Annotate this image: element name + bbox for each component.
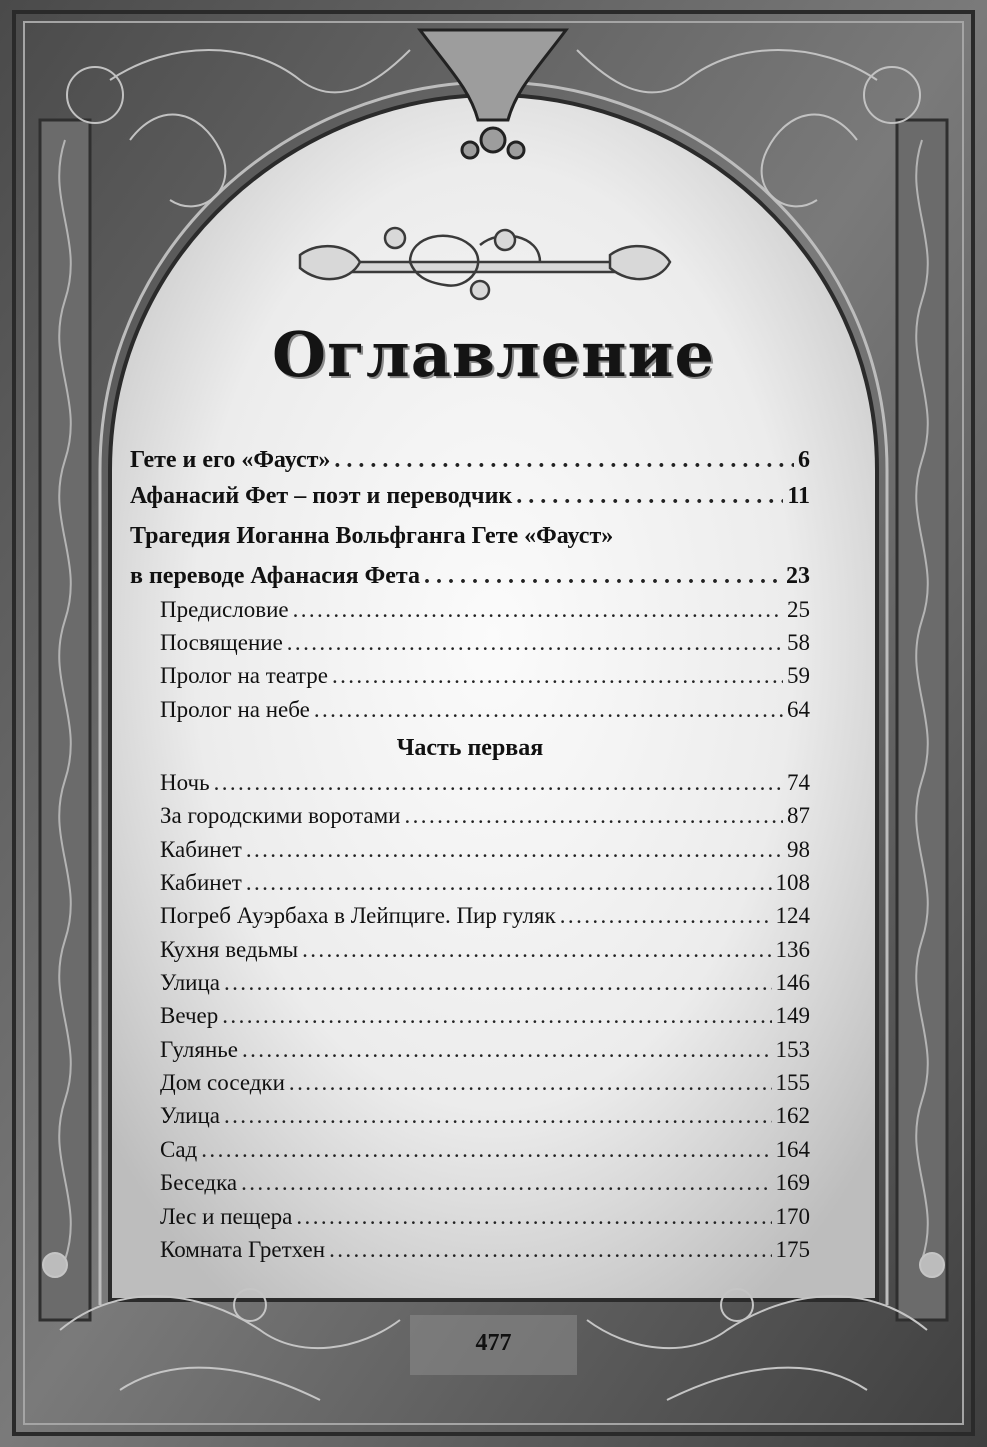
dot-leader: [242, 1037, 772, 1063]
toc-entry-part1-6[interactable]: [160, 937, 810, 963]
toc-entry-page: 136: [775, 937, 810, 962]
toc-entry-part1-9[interactable]: [160, 1037, 810, 1063]
toc-entry-posvyashchenie[interactable]: [160, 630, 810, 656]
dot-leader: [516, 483, 783, 510]
toc-entry-goethe-faust[interactable]: [130, 447, 810, 474]
toc-entry-page: 11: [787, 483, 810, 509]
toc-entry-label: Пролог на театре: [160, 663, 328, 688]
toc-entry-label: Дом соседки: [160, 1070, 285, 1095]
toc-entry-label: Пролог на небе: [160, 697, 310, 722]
dot-leader: [222, 1003, 771, 1029]
toc-entry-page: 164: [775, 1137, 810, 1162]
toc-entry-part1-15[interactable]: [160, 1237, 810, 1263]
toc-entry-page: 23: [786, 563, 810, 589]
section-heading-part-one: Часть первая: [396, 735, 544, 761]
dot-leader: [296, 1204, 771, 1230]
toc-entry-label: Кухня ведьмы: [160, 937, 299, 962]
toc-entry-part1-14[interactable]: [160, 1204, 810, 1230]
toc-entry-page: 153: [775, 1037, 810, 1062]
toc-entry-tragedy-line1[interactable]: [130, 523, 810, 550]
toc-entry-page: 25: [787, 597, 810, 622]
toc-entry-part1-4[interactable]: [160, 870, 810, 896]
dot-leader: [289, 1070, 772, 1096]
dot-leader: [332, 663, 783, 689]
toc-entry-page: 155: [775, 1070, 810, 1095]
toc-entry-page: 98: [787, 837, 810, 862]
toc-entry-page: 162: [775, 1103, 810, 1128]
toc-entry-page: 124: [775, 903, 810, 928]
toc-entry-part1-12[interactable]: [160, 1137, 810, 1163]
dot-leader: [293, 597, 783, 623]
toc-entry-page: 6: [798, 447, 810, 473]
dot-leader: [405, 803, 784, 829]
toc-entry-part1-2[interactable]: [160, 803, 810, 829]
toc-entry-label: в переводе Афанасия Фета: [130, 563, 421, 589]
toc-entry-label: Сад: [160, 1137, 198, 1162]
toc-entry-page: 149: [775, 1003, 810, 1028]
toc-entry-fet-translator[interactable]: [130, 483, 810, 510]
toc-entry-page: 175: [775, 1237, 810, 1262]
dot-leader: [246, 837, 783, 863]
toc-entry-label: Улица: [160, 1103, 220, 1128]
dot-leader: [329, 1237, 771, 1263]
toc-entry-page: 108: [775, 870, 810, 895]
toc-entry-label: Беседка: [160, 1170, 238, 1195]
toc-entry-label: Гете и его «Фауст»: [130, 447, 331, 473]
toc-entry-part1-13[interactable]: [160, 1170, 810, 1196]
toc-entry-prolog-teatr[interactable]: [160, 663, 810, 689]
toc-entry-page: 146: [775, 970, 810, 995]
toc-entry-page: 170: [775, 1204, 810, 1229]
toc-entry-prolog-nebo[interactable]: [160, 697, 810, 723]
toc-entry-part1-1[interactable]: [160, 770, 810, 796]
dot-leader: [560, 903, 772, 929]
toc-entry-label: Вечер: [160, 1003, 219, 1028]
dot-leader: [241, 1170, 771, 1196]
toc-entry-page: 59: [787, 663, 810, 688]
toc-entry-label: Кабинет: [160, 837, 242, 862]
toc-entry-label: Комната Гретхен: [160, 1237, 326, 1262]
toc-entry-label: Лес и пещера: [160, 1204, 293, 1229]
toc-entry-label: Ночь: [160, 770, 210, 795]
toc-entry-label: Афанасий Фет – поэт и переводчик: [130, 483, 513, 509]
toc-entry-label: Предисловие: [160, 597, 289, 622]
toc-entry-page: 74: [787, 770, 810, 795]
toc-entry-label: Гулянье: [160, 1037, 238, 1062]
dot-leader: [224, 970, 772, 996]
toc-entry-label: Посвящение: [160, 630, 283, 655]
dot-leader: [224, 1103, 772, 1129]
dot-leader: [201, 1137, 771, 1163]
toc-entry-part1-11[interactable]: [160, 1103, 810, 1129]
dot-leader: [246, 870, 772, 896]
toc-entry-part1-7[interactable]: [160, 970, 810, 996]
toc-entry-label: Улица: [160, 970, 220, 995]
toc-entry-label: За городскими воротами: [160, 803, 401, 828]
toc-entry-page: 58: [787, 630, 810, 655]
toc-entry-part1-8[interactable]: [160, 1003, 810, 1029]
toc-entry-page: 87: [787, 803, 810, 828]
table-of-contents: [130, 0, 810, 1447]
toc-entry-part1-5[interactable]: [160, 903, 810, 929]
toc-entry-part1-10[interactable]: [160, 1070, 810, 1096]
dot-leader: [214, 770, 783, 796]
toc-entry-part1-3[interactable]: [160, 837, 810, 863]
toc-entry-page: 64: [787, 697, 810, 722]
page-number: 477: [475, 1330, 512, 1356]
page-title: Оглавление: [272, 318, 715, 391]
dot-leader: [302, 937, 771, 963]
toc-entry-label: Погреб Ауэрбаха в Лейпциге. Пир гуляк: [160, 903, 556, 928]
dot-leader: [334, 447, 794, 474]
toc-entry-predislovie[interactable]: [160, 597, 810, 623]
toc-entry-label: Кабинет: [160, 870, 242, 895]
toc-entry-page: 169: [775, 1170, 810, 1195]
dot-leader: [314, 697, 783, 723]
dot-leader: [287, 630, 783, 656]
toc-entry-tragedy-line2[interactable]: [130, 563, 810, 590]
toc-entry-label: Трагедия Иоганна Вольфганга Гете «Фауст»: [130, 523, 614, 549]
dot-leader: [424, 563, 782, 590]
